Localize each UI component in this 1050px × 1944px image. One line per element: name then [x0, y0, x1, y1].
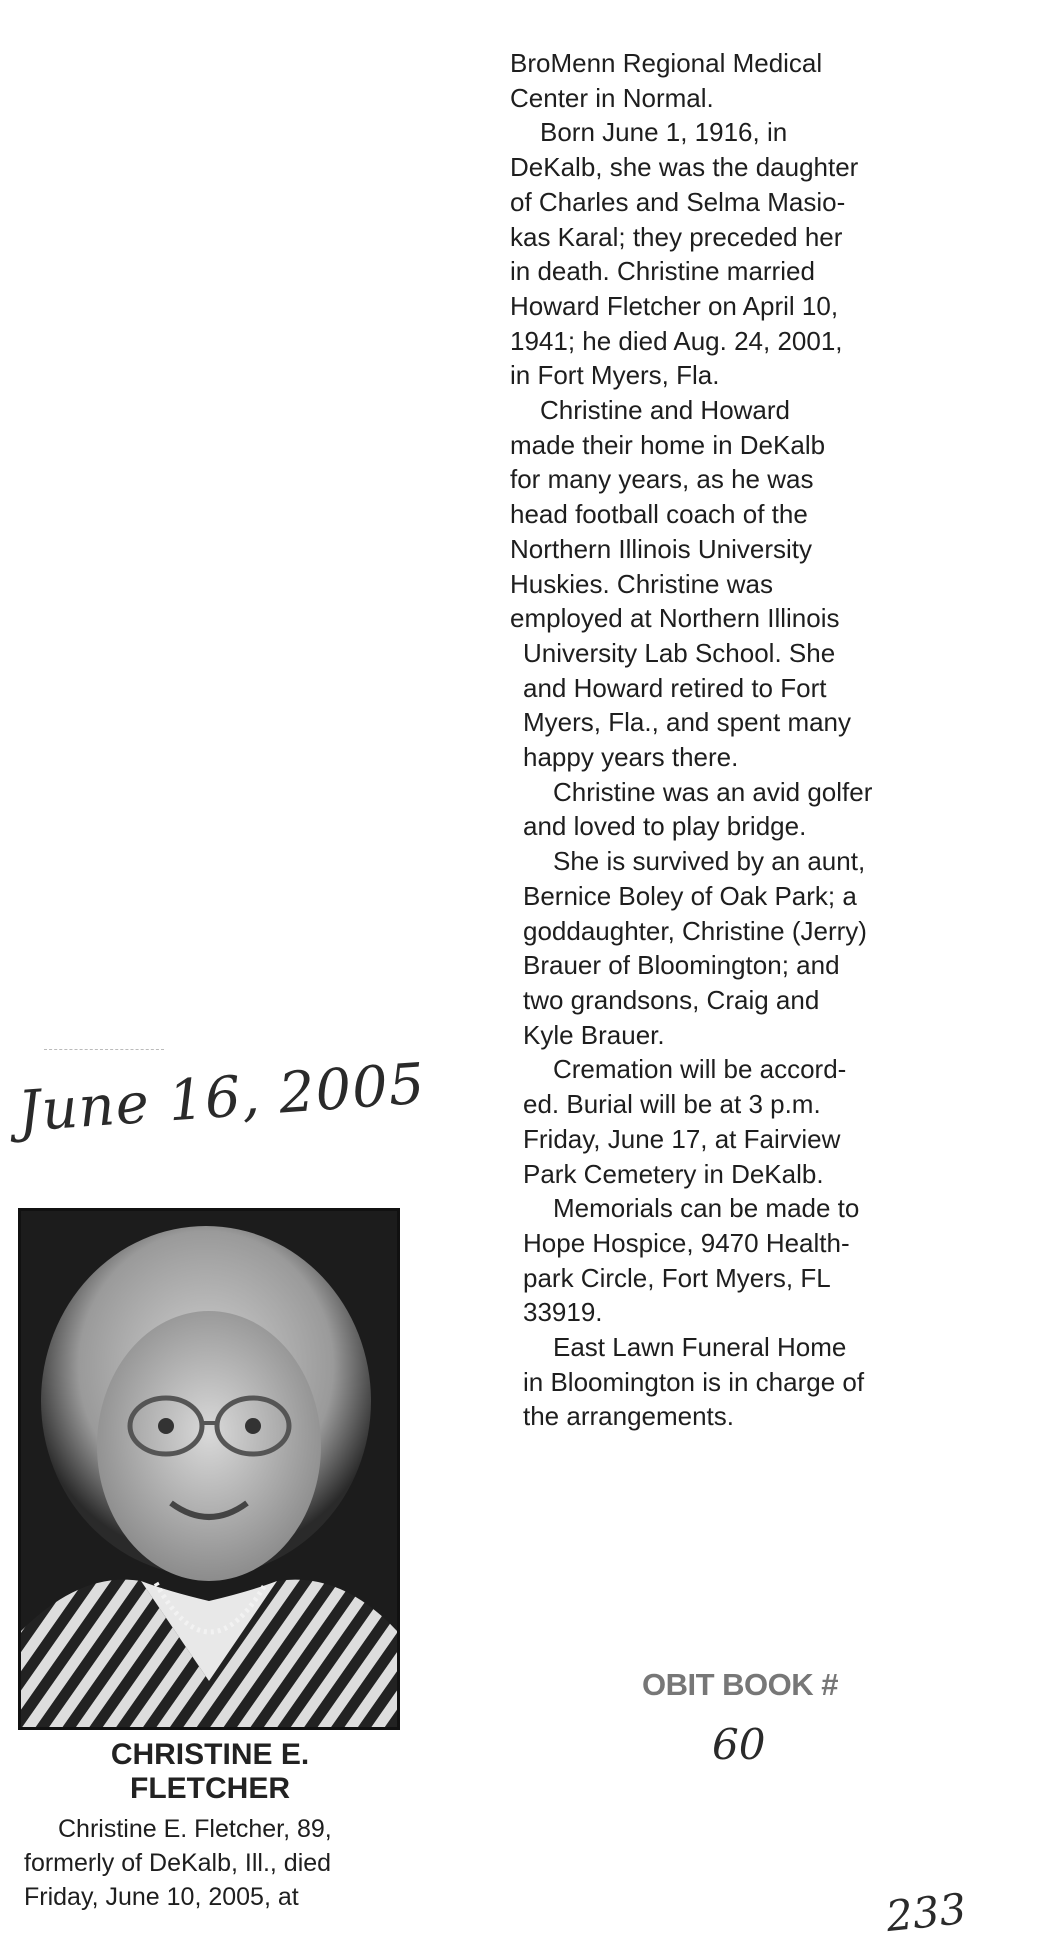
text-line: DeKalb, she was the daughter: [510, 152, 859, 183]
text-line: Christine and Howard: [540, 395, 791, 426]
text-line: Brauer of Bloomington; and: [523, 950, 840, 981]
text-line: Huskies. Christine was: [510, 568, 773, 599]
text-line: in death. Christine married: [510, 256, 815, 287]
obituary-headline: [0, 1738, 420, 1806]
handwritten-page-number: 233: [883, 1883, 969, 1942]
text-line: Christine E. Fletcher, 89,: [58, 1815, 332, 1843]
text-line: University Lab School. She: [523, 637, 836, 668]
text-line: East Lawn Funeral Home: [553, 1332, 847, 1363]
text-line: head football coach of the: [510, 499, 808, 530]
text-line: for many years, as he was: [510, 464, 814, 495]
text-line: Born June 1, 1916, in: [540, 117, 788, 148]
text-line: formerly of DeKalb, Ill., died: [24, 1849, 332, 1877]
headline-line: CHRISTINE E.: [110, 1738, 310, 1771]
headline-line: FLETCHER: [130, 1772, 290, 1805]
text-line: and loved to play bridge.: [523, 811, 807, 842]
text-line: ed. Burial will be at 3 p.m.: [523, 1089, 821, 1120]
handwritten-date: June 16, 2005: [16, 1051, 428, 1145]
article-column-left: [24, 1812, 424, 1914]
text-line: kas Karal; they preceded her: [510, 221, 843, 252]
text-line: Friday, June 10, 2005, at: [24, 1883, 299, 1911]
text-line: Northern Illinois University: [510, 533, 812, 564]
text-line: goddaughter, Christine (Jerry): [523, 915, 867, 946]
portrait-icon: [21, 1211, 397, 1727]
text-line: in Fort Myers, Fla.: [510, 360, 720, 391]
text-line: happy years there.: [523, 742, 739, 773]
text-line: in Bloomington is in charge of: [523, 1366, 865, 1397]
text-line: employed at Northern Illinois: [510, 603, 840, 634]
text-line: Bernice Boley of Oak Park; a: [523, 880, 857, 911]
text-line: Hope Hospice, 9470 Health-: [523, 1227, 850, 1258]
text-line: of Charles and Selma Masio-: [510, 186, 846, 217]
text-line: Friday, June 17, at Fairview: [523, 1123, 841, 1154]
text-line: Memorials can be made to: [553, 1193, 860, 1224]
text-line: She is survived by an aunt,: [553, 846, 866, 877]
text-line: made their home in DeKalb: [510, 429, 826, 460]
text-line: Center in Normal.: [510, 82, 714, 113]
portrait-photo: [18, 1208, 400, 1730]
text-line: two grandsons, Craig and: [523, 984, 820, 1015]
text-line: Park Cemetery in DeKalb.: [523, 1158, 824, 1189]
divider: [44, 1049, 164, 1050]
text-line: Cremation will be accord-: [553, 1054, 847, 1085]
text-line: 33919.: [523, 1297, 603, 1328]
text-line: the arrangements.: [523, 1401, 735, 1432]
text-line: Kyle Brauer.: [523, 1019, 665, 1050]
text-line: Christine was an avid golfer: [553, 776, 873, 807]
text-line: Myers, Fla., and spent many: [523, 707, 852, 738]
obit-book-stamp: OBIT BOOK #: [642, 1667, 839, 1702]
handwritten-book-number: 60: [712, 1720, 766, 1769]
text-line: and Howard retired to Fort: [523, 672, 827, 703]
text-line: Howard Fletcher on April 10,: [510, 290, 839, 321]
text-line: BroMenn Regional Medical: [510, 48, 823, 78]
text-line: park Circle, Fort Myers, FL: [523, 1262, 831, 1293]
article-column-right: [510, 46, 910, 1434]
text-line: 1941; he died Aug. 24, 2001,: [510, 325, 843, 356]
